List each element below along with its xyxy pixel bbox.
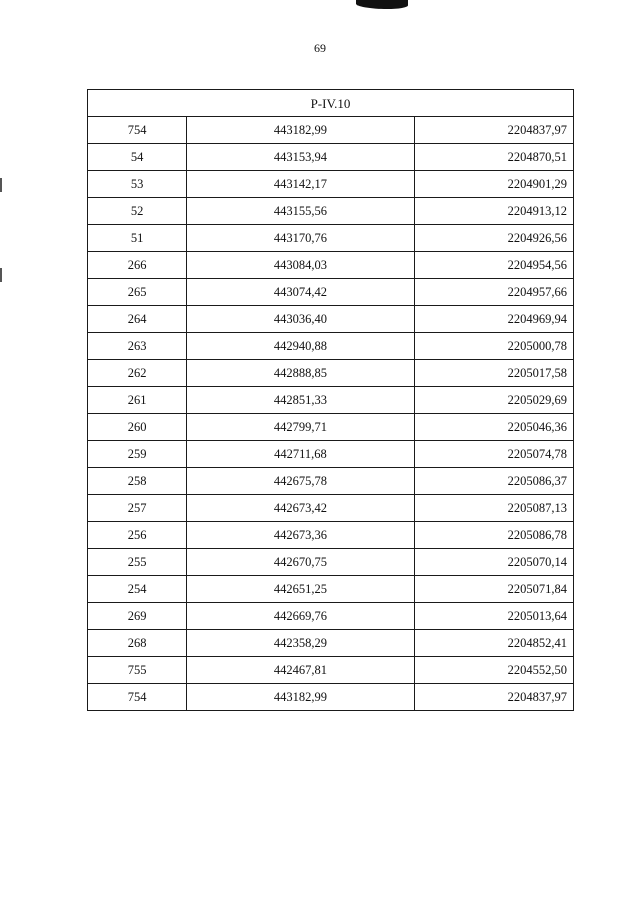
- point-number-cell: 755: [88, 657, 187, 684]
- x-coordinate-cell: 442673,36: [187, 522, 414, 549]
- coordinates-table: [87, 89, 574, 711]
- x-coordinate-cell: 442888,85: [187, 360, 414, 387]
- table-row: [88, 333, 574, 360]
- point-number-cell: 263: [88, 333, 187, 360]
- x-coordinate-cell: 443182,99: [187, 117, 414, 144]
- x-coordinate-cell: 442651,25: [187, 576, 414, 603]
- table-row: [88, 198, 574, 225]
- table-row: [88, 144, 574, 171]
- table-row: [88, 603, 574, 630]
- table-row: [88, 279, 574, 306]
- table-row: [88, 549, 574, 576]
- point-number-cell: 53: [88, 171, 187, 198]
- table-title: P-IV.10: [88, 90, 574, 117]
- y-coordinate-cell: 2204913,12: [414, 198, 573, 225]
- x-coordinate-cell: 442851,33: [187, 387, 414, 414]
- page-number: 69: [314, 41, 326, 55]
- point-number-cell: 261: [88, 387, 187, 414]
- y-coordinate-cell: 2205074,78: [414, 441, 573, 468]
- point-number-cell: 262: [88, 360, 187, 387]
- point-number-cell: 51: [88, 225, 187, 252]
- point-number-cell: 265: [88, 279, 187, 306]
- point-number-cell: 269: [88, 603, 187, 630]
- y-coordinate-cell: 2204852,41: [414, 630, 573, 657]
- point-number-cell: 255: [88, 549, 187, 576]
- table-row: [88, 117, 574, 144]
- y-coordinate-cell: 2204926,56: [414, 225, 573, 252]
- point-number-cell: 264: [88, 306, 187, 333]
- table-row: [88, 684, 574, 711]
- point-number-cell: 54: [88, 144, 187, 171]
- x-coordinate-cell: 442467,81: [187, 657, 414, 684]
- y-coordinate-cell: 2205071,84: [414, 576, 573, 603]
- y-coordinate-cell: 2204901,29: [414, 171, 573, 198]
- x-coordinate-cell: 443036,40: [187, 306, 414, 333]
- table-row: [88, 306, 574, 333]
- point-number-cell: 266: [88, 252, 187, 279]
- y-coordinate-cell: 2205013,64: [414, 603, 573, 630]
- table-row: [88, 630, 574, 657]
- x-coordinate-cell: 442358,29: [187, 630, 414, 657]
- y-coordinate-cell: 2205029,69: [414, 387, 573, 414]
- table-row: [88, 441, 574, 468]
- point-number-cell: 259: [88, 441, 187, 468]
- y-coordinate-cell: 2205070,14: [414, 549, 573, 576]
- x-coordinate-cell: 442670,75: [187, 549, 414, 576]
- y-coordinate-cell: 2204969,94: [414, 306, 573, 333]
- point-number-cell: 254: [88, 576, 187, 603]
- x-coordinate-cell: 443153,94: [187, 144, 414, 171]
- x-coordinate-cell: 442669,76: [187, 603, 414, 630]
- point-number-cell: 754: [88, 117, 187, 144]
- x-coordinate-cell: 442940,88: [187, 333, 414, 360]
- y-coordinate-cell: 2205086,78: [414, 522, 573, 549]
- y-coordinate-cell: 2204957,66: [414, 279, 573, 306]
- scan-artifact: [356, 0, 408, 9]
- table-row: [88, 657, 574, 684]
- point-number-cell: 754: [88, 684, 187, 711]
- point-number-cell: 258: [88, 468, 187, 495]
- x-coordinate-cell: 442799,71: [187, 414, 414, 441]
- y-coordinate-cell: 2204954,56: [414, 252, 573, 279]
- x-coordinate-cell: 442675,78: [187, 468, 414, 495]
- table-row: [88, 171, 574, 198]
- point-number-cell: 52: [88, 198, 187, 225]
- table-row: [88, 414, 574, 441]
- y-coordinate-cell: 2205000,78: [414, 333, 573, 360]
- y-coordinate-cell: 2205086,37: [414, 468, 573, 495]
- scan-edge-mark: [0, 268, 2, 282]
- x-coordinate-cell: 443084,03: [187, 252, 414, 279]
- x-coordinate-cell: 443074,42: [187, 279, 414, 306]
- table-row: [88, 522, 574, 549]
- y-coordinate-cell: 2205087,13: [414, 495, 573, 522]
- table-row: [88, 495, 574, 522]
- point-number-cell: 257: [88, 495, 187, 522]
- table-row: [88, 468, 574, 495]
- point-number-cell: 268: [88, 630, 187, 657]
- y-coordinate-cell: 2205046,36: [414, 414, 573, 441]
- y-coordinate-cell: 2205017,58: [414, 360, 573, 387]
- point-number-cell: 256: [88, 522, 187, 549]
- x-coordinate-cell: 443170,76: [187, 225, 414, 252]
- y-coordinate-cell: 2204552,50: [414, 657, 573, 684]
- point-number-cell: 260: [88, 414, 187, 441]
- coordinates-table-body: [88, 90, 574, 711]
- y-coordinate-cell: 2204837,97: [414, 684, 573, 711]
- x-coordinate-cell: 442711,68: [187, 441, 414, 468]
- x-coordinate-cell: 443182,99: [187, 684, 414, 711]
- table-row: [88, 225, 574, 252]
- table-row: [88, 576, 574, 603]
- x-coordinate-cell: 443142,17: [187, 171, 414, 198]
- x-coordinate-cell: 443155,56: [187, 198, 414, 225]
- y-coordinate-cell: 2204870,51: [414, 144, 573, 171]
- table-title-row: [88, 90, 574, 117]
- table-row: [88, 387, 574, 414]
- scan-edge-mark: [0, 178, 2, 192]
- y-coordinate-cell: 2204837,97: [414, 117, 573, 144]
- x-coordinate-cell: 442673,42: [187, 495, 414, 522]
- table-row: [88, 360, 574, 387]
- table-row: [88, 252, 574, 279]
